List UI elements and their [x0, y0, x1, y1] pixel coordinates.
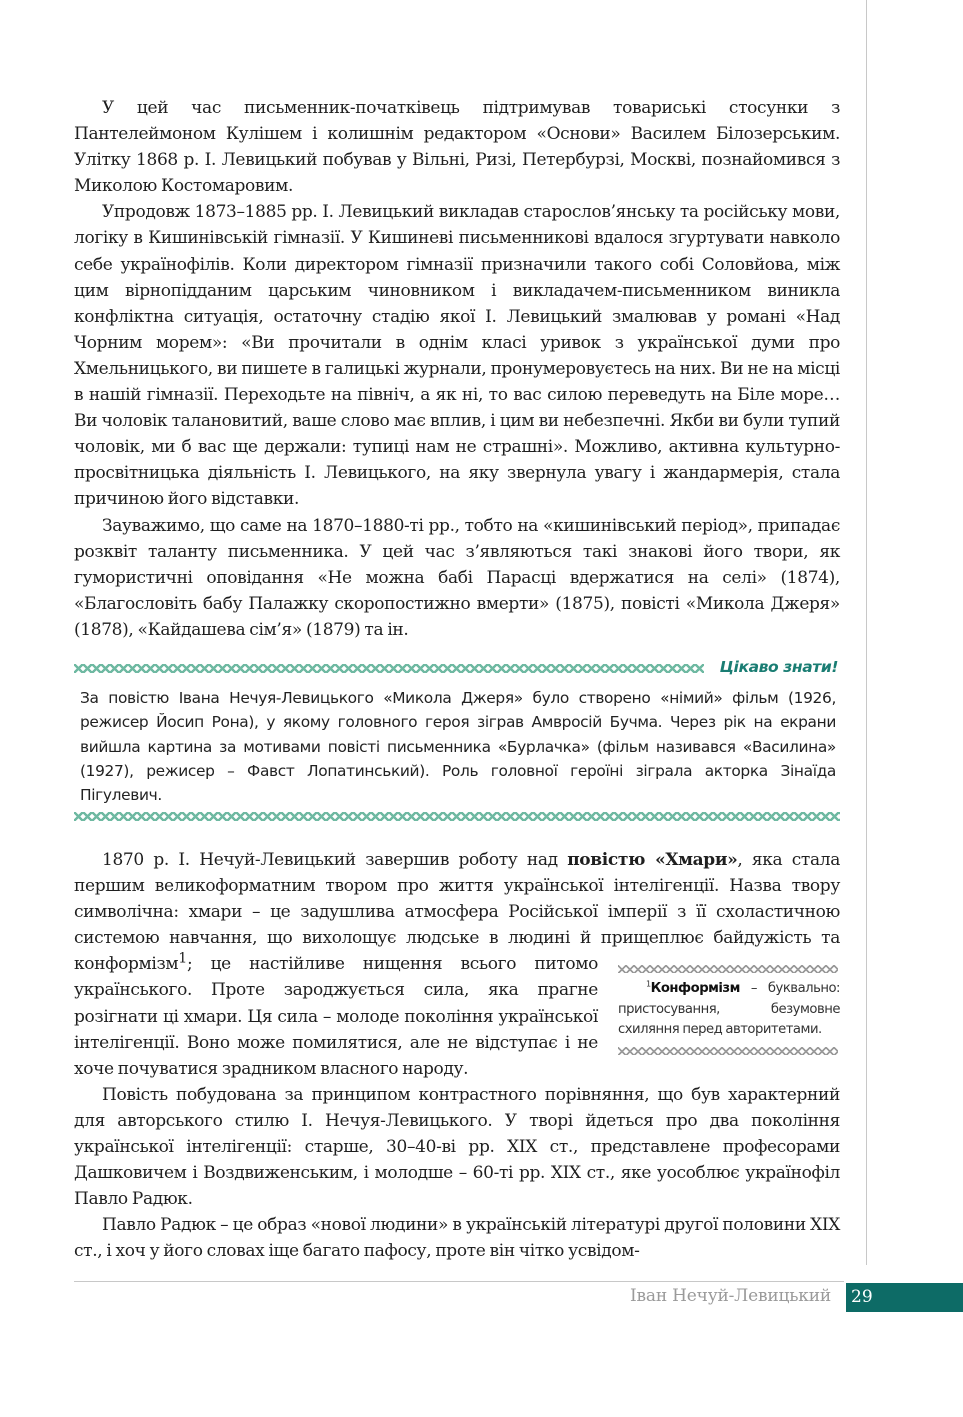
text-run: 1870 р. І. Нечуй-Левицький завершив роботу над: [102, 850, 568, 870]
section-khmary: [74, 847, 840, 1265]
running-title: Іван Нечуй-Левицький: [630, 1286, 831, 1306]
paragraph-khmary-2: Повість побудована за принципом контрастного порівняння, що був характерний для авторського стилю І. Нечуя-Левицького. У творі йдеться про два покоління української інтелігенції: старше, 30–40-ві рр. XIX ст., представлене професорами Дашковичем і Воздвиженським, і молодше – 60-ті рр. XIX ст., яке уособлює українофіл Павло Радюк.: [74, 1084, 840, 1210]
callout-header: [74, 658, 840, 680]
footnote-pattern-bottom: [618, 1047, 838, 1055]
margin-rule: [866, 0, 867, 1265]
footer-rule: [74, 1281, 844, 1282]
diamond-pattern-divider-bottom: [74, 812, 840, 821]
callout-text: За повістю Івана Нечуя-Левицького «Микола Джеря» було створено «німий» фільм (1926, режисер Йосип Рона), у якому головного героя зіграв Амвросій Бучма. Через рік на екрани вийшла картина за мотивами повісті письменника «Бурлачка» (фільм називався «Василина» (1927), режисер – Фавст Лопатинський). Роль головної героїні зіграла акторка Зінаїда Пігулевич.: [80, 689, 836, 805]
callout-title: Цікаво знати!: [719, 658, 838, 676]
footnote-box: [618, 965, 840, 1057]
page-number: 29: [846, 1283, 963, 1312]
text-run: , яка стала першим великоформатним твором про життя української інтелігенції. Назва твору символічна: хмари – це задушлива атмосфера Російської імперії з її схоластичною системою навчання, що вихолощує людське в людині й прищеплює байдужість та конформізм: [74, 850, 840, 975]
footnote-definition: – буквально: пристосування, безумовне схиляння перед авторитетами.: [618, 981, 840, 1038]
footnote-pattern-top: [618, 965, 838, 973]
paragraph-1: У цей час письменник-початківець підтримував товариські стосунки з Пантелеймоном Кулішем і колишнім редактором «Основи» Василем Білозерським. Улітку 1868 р. І. Левицький побував у Вільні, Ризі, Петербурзі, Москві, познайомився з Миколою Костомаровим.: [74, 98, 840, 197]
footnote-ref: 1: [178, 950, 187, 967]
footnote-term: Конформізм: [650, 981, 740, 997]
bold-title: повістю «Хмари»: [567, 850, 738, 870]
footnote-marker: 1: [646, 979, 651, 989]
footnote-text: [618, 979, 840, 1041]
text-run: ; це настійливе нищення всього питомо українського. Проте зароджується сила, яка прагне розігнати ці хмари. Ця сила – молоде покоління української інтелігенції. Воно може помилятися, але не відступає і не хоче почуватися зрадником власного народу.: [74, 954, 598, 1079]
paragraph-khmary-1: [74, 847, 840, 1082]
diamond-pattern-divider: [74, 664, 704, 673]
paragraph-3: Зауважимо, що саме на 1870–1880-ті рр., тобто на «кишинівський період», припадає розквіт таланту письменника. У цей час з’являються такі знакові його твори, як гумористичні оповідання «Не можна бабі Парасці вдержатися на селі» (1874), «Благословіть бабу Палажку скоропостижно вмерти» (1875), повісті «Микола Джеря» (1878), «Кайдашева сім’я» (1879) та ін.: [74, 515, 840, 640]
paragraph-2: Упродовж 1873–1885 рр. І. Левицький викладав старослов’янську та російську мови, логіку в Кишинівській гімназії. У Кишиневі письменникові вдалося згуртувати навколо себе українофілів. Коли директором гімназії призначили такого собі Соловйова, між цим вірнопідданим царським чиновником і викладачем-письменником виникла конфліктна ситуація, остаточну стадію якої І. Левицький змалював у романі «Над Чорним морем»: «Ви прочитали в однім класі уривок з української думи про Хмельницького, ви пишете в галицькі журнали, пронумеровуєтесь на них. Ви не на місці в нашій гімназії. Переходьте на північ, а як ні, то вас силою переведуть на Біле море… Ви чоловік талановитий, ваше слово має вплив, і цим ви небезпечні. Якби ви були тупий чоловік, ми б вас ще держали: тупиці нам не страшні». Можливо, активна культурно-просвітницька діяльність І. Левицького, на яку звернула увагу і жандармерія, стала причиною його відставки.: [74, 202, 840, 510]
callout-bottom-divider: [74, 810, 840, 822]
paragraph-khmary-3: Павло Радюк – це образ «нової людини» в українській літературі другої половини XIX ст., і хоч у його словах іще багато пафосу, проте він чітко усвідом-: [74, 1215, 840, 1262]
section-intro: [74, 95, 840, 643]
